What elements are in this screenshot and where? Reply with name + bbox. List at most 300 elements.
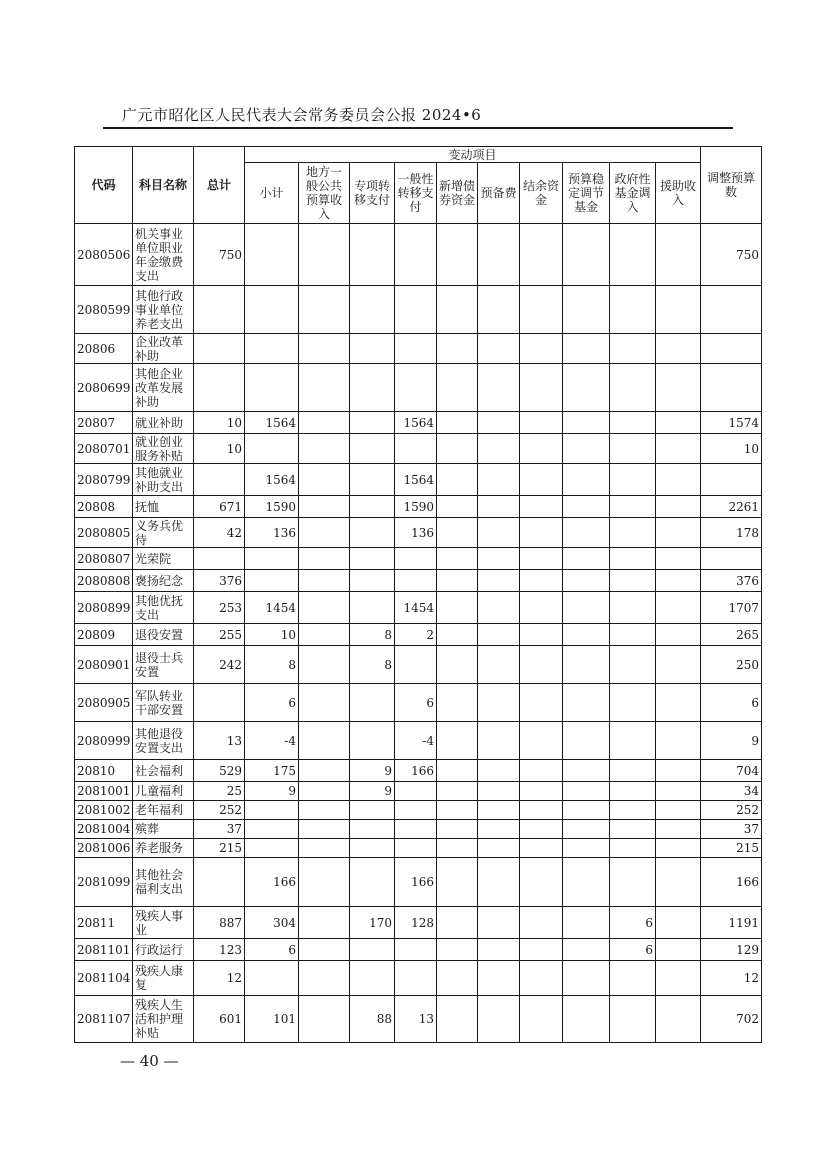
cell-adjusted: 129: [701, 939, 762, 961]
cell-code: 20809: [75, 624, 133, 646]
cell-name: 企业改革补助: [133, 334, 194, 364]
col-header-general-transfer: 一般性转移支付: [395, 163, 437, 224]
cell-reserve: [478, 570, 520, 592]
cell-special-transfer: [350, 412, 395, 434]
cell-general-transfer: [395, 364, 437, 412]
cell-reserve: [478, 996, 520, 1043]
cell-subtotal: [245, 364, 299, 412]
cell-total: 887: [194, 907, 245, 939]
table-row: [75, 684, 762, 722]
cell-total: 37: [194, 820, 245, 839]
cell-adjusted: 252: [701, 801, 762, 820]
cell-aid: [656, 760, 701, 782]
cell-total: [194, 548, 245, 570]
cell-general-transfer: [395, 434, 437, 464]
header-rule: [103, 127, 733, 129]
cell-new-bonds: [437, 334, 478, 364]
cell-local-general: [299, 760, 350, 782]
cell-new-bonds: [437, 961, 478, 996]
cell-aid: [656, 412, 701, 434]
cell-local-general: [299, 961, 350, 996]
bulletin-header-title: 广元市昭化区人民代表大会常务委员会公报 2024•6: [122, 106, 482, 124]
col-header-change-group: 变动项目: [245, 147, 701, 163]
cell-name: 其他企业改革发展补助: [133, 364, 194, 412]
cell-special-transfer: [350, 434, 395, 464]
cell-stabilization: [563, 518, 610, 548]
cell-adjusted: 34: [701, 782, 762, 801]
table-row: [75, 286, 762, 334]
cell-gov-fund: [610, 801, 656, 820]
cell-new-bonds: [437, 592, 478, 624]
cell-subtotal: 101: [245, 996, 299, 1043]
cell-reserve: [478, 592, 520, 624]
cell-special-transfer: [350, 722, 395, 760]
cell-local-general: [299, 646, 350, 684]
cell-local-general: [299, 286, 350, 334]
cell-aid: [656, 570, 701, 592]
cell-local-general: [299, 434, 350, 464]
cell-reserve: [478, 334, 520, 364]
cell-local-general: [299, 839, 350, 858]
cell-code: 2081107: [75, 996, 133, 1043]
cell-gov-fund: [610, 820, 656, 839]
cell-gov-fund: [610, 464, 656, 496]
cell-gov-fund: [610, 961, 656, 996]
cell-general-transfer: [395, 646, 437, 684]
cell-total: [194, 464, 245, 496]
cell-aid: [656, 907, 701, 939]
cell-total: 42: [194, 518, 245, 548]
cell-name: 其他就业补助支出: [133, 464, 194, 496]
cell-gov-fund: [610, 224, 656, 286]
cell-code: 2081004: [75, 820, 133, 839]
cell-special-transfer: [350, 496, 395, 518]
cell-surplus: [520, 548, 563, 570]
cell-new-bonds: [437, 782, 478, 801]
cell-special-transfer: 8: [350, 624, 395, 646]
cell-gov-fund: [610, 518, 656, 548]
cell-aid: [656, 364, 701, 412]
cell-code: 2080699: [75, 364, 133, 412]
cell-stabilization: [563, 496, 610, 518]
cell-stabilization: [563, 858, 610, 907]
cell-gov-fund: [610, 334, 656, 364]
cell-name: 其他行政事业单位养老支出: [133, 286, 194, 334]
cell-reserve: [478, 782, 520, 801]
cell-surplus: [520, 801, 563, 820]
table-row: [75, 801, 762, 820]
cell-local-general: [299, 996, 350, 1043]
cell-name: 其他优抚支出: [133, 592, 194, 624]
cell-surplus: [520, 286, 563, 334]
cell-local-general: [299, 592, 350, 624]
cell-reserve: [478, 839, 520, 858]
cell-subtotal: 175: [245, 760, 299, 782]
cell-general-transfer: 166: [395, 760, 437, 782]
cell-general-transfer: [395, 224, 437, 286]
cell-gov-fund: [610, 592, 656, 624]
cell-name: 残疾人康复: [133, 961, 194, 996]
cell-general-transfer: 128: [395, 907, 437, 939]
cell-total: [194, 286, 245, 334]
cell-reserve: [478, 518, 520, 548]
cell-code: 2081002: [75, 801, 133, 820]
cell-gov-fund: [610, 434, 656, 464]
cell-name: 就业创业服务补贴: [133, 434, 194, 464]
cell-subtotal: 1564: [245, 412, 299, 434]
cell-stabilization: [563, 820, 610, 839]
cell-stabilization: [563, 939, 610, 961]
cell-gov-fund: [610, 782, 656, 801]
cell-gov-fund: [610, 364, 656, 412]
cell-total: 601: [194, 996, 245, 1043]
cell-reserve: [478, 858, 520, 907]
cell-total: 252: [194, 801, 245, 820]
cell-code: 2080599: [75, 286, 133, 334]
cell-gov-fund: [610, 548, 656, 570]
cell-special-transfer: [350, 684, 395, 722]
cell-subtotal: 9: [245, 782, 299, 801]
cell-subtotal: [245, 570, 299, 592]
cell-surplus: [520, 334, 563, 364]
cell-total: 529: [194, 760, 245, 782]
cell-aid: [656, 334, 701, 364]
table-row: [75, 782, 762, 801]
cell-local-general: [299, 496, 350, 518]
col-header-adjusted: 调整预算数: [701, 147, 762, 224]
cell-subtotal: 1564: [245, 464, 299, 496]
cell-subtotal: -4: [245, 722, 299, 760]
cell-name: 殡葬: [133, 820, 194, 839]
table-row: [75, 646, 762, 684]
cell-adjusted: 376: [701, 570, 762, 592]
cell-aid: [656, 820, 701, 839]
cell-reserve: [478, 760, 520, 782]
cell-stabilization: [563, 684, 610, 722]
col-header-gov-fund: 政府性基金调入: [610, 163, 656, 224]
cell-adjusted: 10: [701, 434, 762, 464]
cell-special-transfer: [350, 801, 395, 820]
cell-general-transfer: 13: [395, 996, 437, 1043]
cell-general-transfer: [395, 961, 437, 996]
cell-special-transfer: 9: [350, 782, 395, 801]
cell-stabilization: [563, 286, 610, 334]
cell-total: 10: [194, 412, 245, 434]
table-row: [75, 839, 762, 858]
cell-adjusted: [701, 364, 762, 412]
cell-code: 2081001: [75, 782, 133, 801]
cell-new-bonds: [437, 412, 478, 434]
cell-special-transfer: [350, 839, 395, 858]
cell-code: 20810: [75, 760, 133, 782]
cell-local-general: [299, 722, 350, 760]
cell-reserve: [478, 624, 520, 646]
cell-general-transfer: [395, 570, 437, 592]
cell-stabilization: [563, 624, 610, 646]
cell-new-bonds: [437, 434, 478, 464]
col-header-new-bonds: 新增债券资金: [437, 163, 478, 224]
cell-code: 2080799: [75, 464, 133, 496]
table-row: [75, 907, 762, 939]
cell-name: 老年福利: [133, 801, 194, 820]
cell-new-bonds: [437, 570, 478, 592]
cell-reserve: [478, 961, 520, 996]
cell-code: 20807: [75, 412, 133, 434]
cell-local-general: [299, 624, 350, 646]
cell-surplus: [520, 646, 563, 684]
cell-special-transfer: [350, 464, 395, 496]
cell-code: 2080506: [75, 224, 133, 286]
cell-subtotal: [245, 820, 299, 839]
cell-surplus: [520, 782, 563, 801]
cell-gov-fund: [610, 684, 656, 722]
cell-special-transfer: 8: [350, 646, 395, 684]
cell-name: 光荣院: [133, 548, 194, 570]
cell-total: 13: [194, 722, 245, 760]
cell-new-bonds: [437, 518, 478, 548]
cell-local-general: [299, 684, 350, 722]
cell-reserve: [478, 939, 520, 961]
cell-new-bonds: [437, 548, 478, 570]
cell-surplus: [520, 961, 563, 996]
cell-special-transfer: 9: [350, 760, 395, 782]
cell-new-bonds: [437, 464, 478, 496]
cell-name: 行政运行: [133, 939, 194, 961]
table-row: [75, 434, 762, 464]
table-row: [75, 939, 762, 961]
table-row: [75, 570, 762, 592]
cell-name: 抚恤: [133, 496, 194, 518]
cell-local-general: [299, 464, 350, 496]
cell-surplus: [520, 839, 563, 858]
cell-aid: [656, 801, 701, 820]
cell-special-transfer: [350, 820, 395, 839]
cell-special-transfer: 170: [350, 907, 395, 939]
table-row: [75, 364, 762, 412]
cell-gov-fund: [610, 496, 656, 518]
cell-subtotal: [245, 434, 299, 464]
cell-local-general: [299, 907, 350, 939]
cell-name: 儿童福利: [133, 782, 194, 801]
cell-new-bonds: [437, 839, 478, 858]
cell-aid: [656, 224, 701, 286]
cell-adjusted: 250: [701, 646, 762, 684]
cell-total: 242: [194, 646, 245, 684]
cell-general-transfer: 1564: [395, 412, 437, 434]
cell-code: 2080807: [75, 548, 133, 570]
cell-special-transfer: [350, 592, 395, 624]
cell-surplus: [520, 907, 563, 939]
cell-code: 2081099: [75, 858, 133, 907]
table-row: [75, 820, 762, 839]
cell-special-transfer: [350, 364, 395, 412]
cell-aid: [656, 858, 701, 907]
cell-stabilization: [563, 570, 610, 592]
cell-subtotal: 136: [245, 518, 299, 548]
table-body: [75, 224, 762, 1043]
cell-stabilization: [563, 334, 610, 364]
cell-subtotal: 1454: [245, 592, 299, 624]
cell-code: 2080901: [75, 646, 133, 684]
cell-special-transfer: [350, 286, 395, 334]
cell-aid: [656, 434, 701, 464]
cell-new-bonds: [437, 224, 478, 286]
col-header-local-general: 地方一般公共预算收入: [299, 163, 350, 224]
cell-general-transfer: [395, 820, 437, 839]
cell-subtotal: [245, 334, 299, 364]
cell-aid: [656, 722, 701, 760]
cell-code: 20808: [75, 496, 133, 518]
cell-general-transfer: 2: [395, 624, 437, 646]
cell-stabilization: [563, 592, 610, 624]
cell-surplus: [520, 624, 563, 646]
cell-aid: [656, 939, 701, 961]
cell-adjusted: [701, 286, 762, 334]
cell-new-bonds: [437, 760, 478, 782]
cell-surplus: [520, 722, 563, 760]
cell-surplus: [520, 364, 563, 412]
col-header-subtotal: 小计: [245, 163, 299, 224]
cell-adjusted: [701, 334, 762, 364]
col-header-reserve: 预备费: [478, 163, 520, 224]
cell-total: 253: [194, 592, 245, 624]
cell-name: 军队转业干部安置: [133, 684, 194, 722]
cell-reserve: [478, 412, 520, 434]
cell-aid: [656, 996, 701, 1043]
cell-adjusted: 2261: [701, 496, 762, 518]
cell-name: 退役安置: [133, 624, 194, 646]
cell-reserve: [478, 496, 520, 518]
cell-new-bonds: [437, 646, 478, 684]
cell-surplus: [520, 518, 563, 548]
cell-subtotal: 304: [245, 907, 299, 939]
cell-adjusted: 9: [701, 722, 762, 760]
cell-adjusted: 166: [701, 858, 762, 907]
cell-name: 社会福利: [133, 760, 194, 782]
table-row: [75, 496, 762, 518]
cell-general-transfer: 1564: [395, 464, 437, 496]
cell-general-transfer: 6: [395, 684, 437, 722]
cell-total: [194, 334, 245, 364]
cell-adjusted: 178: [701, 518, 762, 548]
cell-local-general: [299, 570, 350, 592]
cell-adjusted: 1707: [701, 592, 762, 624]
cell-surplus: [520, 684, 563, 722]
cell-subtotal: [245, 224, 299, 286]
cell-adjusted: 6: [701, 684, 762, 722]
col-header-total: 总计: [194, 147, 245, 224]
cell-adjusted: 215: [701, 839, 762, 858]
cell-general-transfer: 136: [395, 518, 437, 548]
cell-surplus: [520, 592, 563, 624]
cell-aid: [656, 782, 701, 801]
cell-general-transfer: 166: [395, 858, 437, 907]
cell-code: 2080808: [75, 570, 133, 592]
cell-special-transfer: [350, 518, 395, 548]
cell-special-transfer: [350, 570, 395, 592]
cell-surplus: [520, 496, 563, 518]
cell-surplus: [520, 858, 563, 907]
cell-stabilization: [563, 782, 610, 801]
cell-surplus: [520, 760, 563, 782]
cell-stabilization: [563, 646, 610, 684]
cell-subtotal: [245, 839, 299, 858]
cell-code: 2080805: [75, 518, 133, 548]
cell-surplus: [520, 224, 563, 286]
cell-general-transfer: [395, 939, 437, 961]
cell-reserve: [478, 364, 520, 412]
cell-surplus: [520, 464, 563, 496]
cell-subtotal: 6: [245, 684, 299, 722]
cell-special-transfer: 88: [350, 996, 395, 1043]
cell-aid: [656, 684, 701, 722]
cell-new-bonds: [437, 364, 478, 412]
table-row: [75, 858, 762, 907]
cell-stabilization: [563, 839, 610, 858]
cell-surplus: [520, 939, 563, 961]
cell-aid: [656, 592, 701, 624]
cell-general-transfer: -4: [395, 722, 437, 760]
cell-adjusted: 265: [701, 624, 762, 646]
cell-general-transfer: [395, 548, 437, 570]
cell-stabilization: [563, 224, 610, 286]
cell-adjusted: 1574: [701, 412, 762, 434]
cell-new-bonds: [437, 624, 478, 646]
cell-code: 2080701: [75, 434, 133, 464]
cell-name: 就业补助: [133, 412, 194, 434]
cell-stabilization: [563, 434, 610, 464]
cell-reserve: [478, 464, 520, 496]
table-row: [75, 592, 762, 624]
cell-code: 20806: [75, 334, 133, 364]
cell-new-bonds: [437, 286, 478, 334]
col-header-stabilization: 预算稳定调节基金: [563, 163, 610, 224]
col-header-code: 代码: [75, 147, 133, 224]
cell-reserve: [478, 434, 520, 464]
cell-local-general: [299, 782, 350, 801]
page-number: — 40 —: [120, 1052, 179, 1070]
cell-name: 其他退役安置支出: [133, 722, 194, 760]
cell-subtotal: 8: [245, 646, 299, 684]
cell-gov-fund: [610, 996, 656, 1043]
cell-stabilization: [563, 722, 610, 760]
cell-new-bonds: [437, 858, 478, 907]
cell-new-bonds: [437, 996, 478, 1043]
cell-subtotal: [245, 801, 299, 820]
cell-reserve: [478, 820, 520, 839]
cell-adjusted: 1191: [701, 907, 762, 939]
cell-name: 机关事业单位职业年金缴费支出: [133, 224, 194, 286]
cell-aid: [656, 646, 701, 684]
cell-total: [194, 684, 245, 722]
cell-local-general: [299, 518, 350, 548]
table-row: [75, 412, 762, 434]
cell-new-bonds: [437, 907, 478, 939]
cell-name: 残疾人生活和护理补贴: [133, 996, 194, 1043]
cell-subtotal: [245, 961, 299, 996]
cell-general-transfer: [395, 286, 437, 334]
cell-aid: [656, 624, 701, 646]
cell-name: 义务兵优待: [133, 518, 194, 548]
cell-code: 2080905: [75, 684, 133, 722]
cell-total: 255: [194, 624, 245, 646]
cell-stabilization: [563, 464, 610, 496]
cell-local-general: [299, 364, 350, 412]
cell-stabilization: [563, 760, 610, 782]
cell-surplus: [520, 412, 563, 434]
cell-stabilization: [563, 907, 610, 939]
cell-total: 750: [194, 224, 245, 286]
